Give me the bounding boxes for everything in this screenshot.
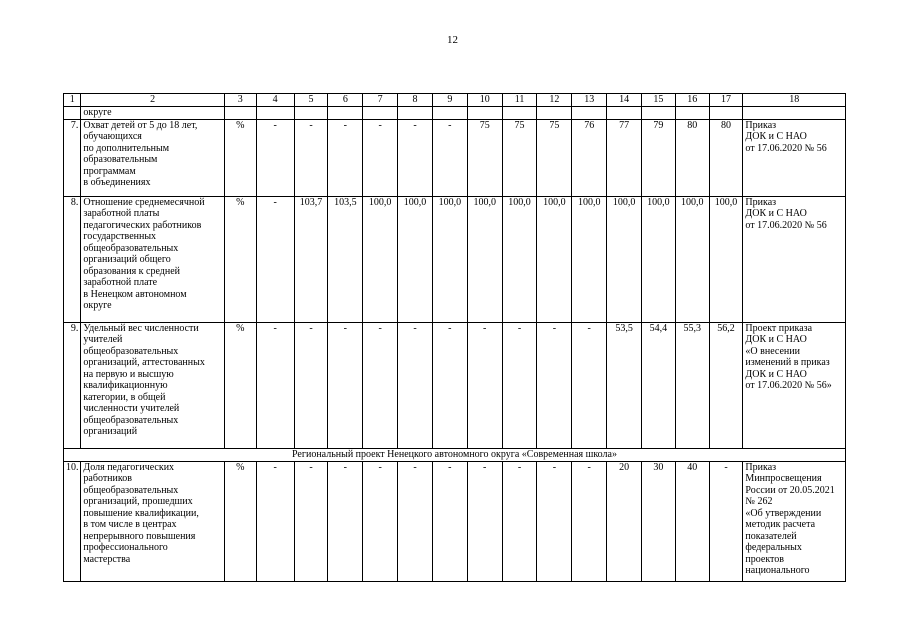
table-row <box>64 461 846 581</box>
value-cell: - <box>537 461 572 581</box>
row-number: 10. <box>64 461 81 581</box>
header-cell-13: 13 <box>572 94 607 107</box>
page-number: 12 <box>447 34 458 46</box>
value-cell: - <box>572 322 607 448</box>
basis-document: Приказ ДОК и С НАО от 17.06.2020 № 56 <box>743 196 846 322</box>
header-cell-16: 16 <box>675 94 709 107</box>
value-cell: 100,0 <box>432 196 467 322</box>
unit-cell: % <box>224 322 256 448</box>
basis-document: Приказ ДОК и С НАО от 17.06.2020 № 56 <box>743 119 846 196</box>
value-cell: - <box>328 119 363 196</box>
value-cell: 100,0 <box>641 196 675 322</box>
value-cell: 100,0 <box>398 196 433 322</box>
value-cell: - <box>537 322 572 448</box>
header-row <box>64 94 846 107</box>
value-cell: 80 <box>675 119 709 196</box>
section-row <box>64 448 846 461</box>
value-cell: - <box>256 119 294 196</box>
value-cell: 54,4 <box>641 322 675 448</box>
continuation-row <box>64 107 846 120</box>
value-cell: - <box>709 461 743 581</box>
value-cell: 75 <box>502 119 537 196</box>
row-number: 9. <box>64 322 81 448</box>
table-row <box>64 322 846 448</box>
indicators-table <box>63 93 846 582</box>
empty-cell <box>64 107 81 120</box>
value-cell: - <box>467 461 502 581</box>
value-cell: 100,0 <box>572 196 607 322</box>
row-number: 7. <box>64 119 81 196</box>
value-cell: - <box>294 119 328 196</box>
value-cell: - <box>256 461 294 581</box>
header-cell-5: 5 <box>294 94 328 107</box>
value-cell: 79 <box>641 119 675 196</box>
unit-cell: % <box>224 461 256 581</box>
indicator-name: Удельный вес численности учителей общеобразовательных организаций, аттестованных на первую и высшую квалификационную категории, в общей численности учителей общеобразовательных организаций <box>81 322 224 448</box>
value-cell: - <box>432 461 467 581</box>
continuation-text: округе <box>81 107 224 120</box>
header-cell-10: 10 <box>467 94 502 107</box>
value-cell: 100,0 <box>709 196 743 322</box>
value-cell: - <box>294 461 328 581</box>
value-cell: 55,3 <box>675 322 709 448</box>
value-cell: - <box>398 119 433 196</box>
indicator-name: Охват детей от 5 до 18 лет, обучающихся по дополнительным образовательным программам в объединениях <box>81 119 224 196</box>
header-cell-3: 3 <box>224 94 256 107</box>
header-cell-8: 8 <box>398 94 433 107</box>
value-cell: - <box>432 322 467 448</box>
indicator-name: Отношение среднемесячной заработной платы педагогических работников государственных общеобразовательных организаций общего образования к средней заработной плате в Ненецком автономном округе <box>81 196 224 322</box>
value-cell: 103,5 <box>328 196 363 322</box>
value-cell: - <box>328 322 363 448</box>
value-cell: - <box>398 461 433 581</box>
header-cell-11: 11 <box>502 94 537 107</box>
value-cell: 40 <box>675 461 709 581</box>
value-cell: - <box>432 119 467 196</box>
value-cell: - <box>398 322 433 448</box>
unit-cell: % <box>224 119 256 196</box>
unit-cell: % <box>224 196 256 322</box>
value-cell: 30 <box>641 461 675 581</box>
value-cell: 53,5 <box>607 322 642 448</box>
header-cell-1: 1 <box>64 94 81 107</box>
value-cell: 77 <box>607 119 642 196</box>
header-cell-9: 9 <box>432 94 467 107</box>
value-cell: 100,0 <box>607 196 642 322</box>
table-row <box>64 196 846 322</box>
value-cell: - <box>502 461 537 581</box>
header-cell-6: 6 <box>328 94 363 107</box>
header-cell-18: 18 <box>743 94 846 107</box>
value-cell: 80 <box>709 119 743 196</box>
row-number: 8. <box>64 196 81 322</box>
value-cell: - <box>502 322 537 448</box>
header-cell-17: 17 <box>709 94 743 107</box>
value-cell: 75 <box>467 119 502 196</box>
header-cell-7: 7 <box>363 94 398 107</box>
header-cell-14: 14 <box>607 94 642 107</box>
value-cell: 56,2 <box>709 322 743 448</box>
table-body <box>64 94 846 582</box>
table-row <box>64 119 846 196</box>
header-cell-4: 4 <box>256 94 294 107</box>
basis-document: Проект приказа ДОК и С НАО «О внесении изменений в приказ ДОК и С НАО от 17.06.2020 № 56» <box>743 322 846 448</box>
value-cell: 100,0 <box>502 196 537 322</box>
section-title: Региональный проект Ненецкого автономного округа «Современная школа» <box>64 448 846 461</box>
value-cell: 100,0 <box>537 196 572 322</box>
value-cell: 75 <box>537 119 572 196</box>
basis-document: Приказ Минпросвещения России от 20.05.2021 № 262 «Об утверждении методик расчета показателей федеральных проектов национального <box>743 461 846 581</box>
header-cell-12: 12 <box>537 94 572 107</box>
value-cell: 100,0 <box>363 196 398 322</box>
value-cell: - <box>328 461 363 581</box>
indicator-name: Доля педагогических работников общеобразовательных организаций, прошедших повышение квалификации, в том числе в центрах непрерывного повышения профессионального мастерства <box>81 461 224 581</box>
header-cell-15: 15 <box>641 94 675 107</box>
value-cell: 100,0 <box>467 196 502 322</box>
header-cell-2: 2 <box>81 94 224 107</box>
value-cell: - <box>467 322 502 448</box>
value-cell: - <box>256 322 294 448</box>
value-cell: - <box>572 461 607 581</box>
value-cell: - <box>363 119 398 196</box>
value-cell: - <box>363 322 398 448</box>
value-cell: - <box>294 322 328 448</box>
value-cell: 103,7 <box>294 196 328 322</box>
value-cell: 100,0 <box>675 196 709 322</box>
value-cell: - <box>363 461 398 581</box>
value-cell: - <box>256 196 294 322</box>
value-cell: 76 <box>572 119 607 196</box>
value-cell: 20 <box>607 461 642 581</box>
